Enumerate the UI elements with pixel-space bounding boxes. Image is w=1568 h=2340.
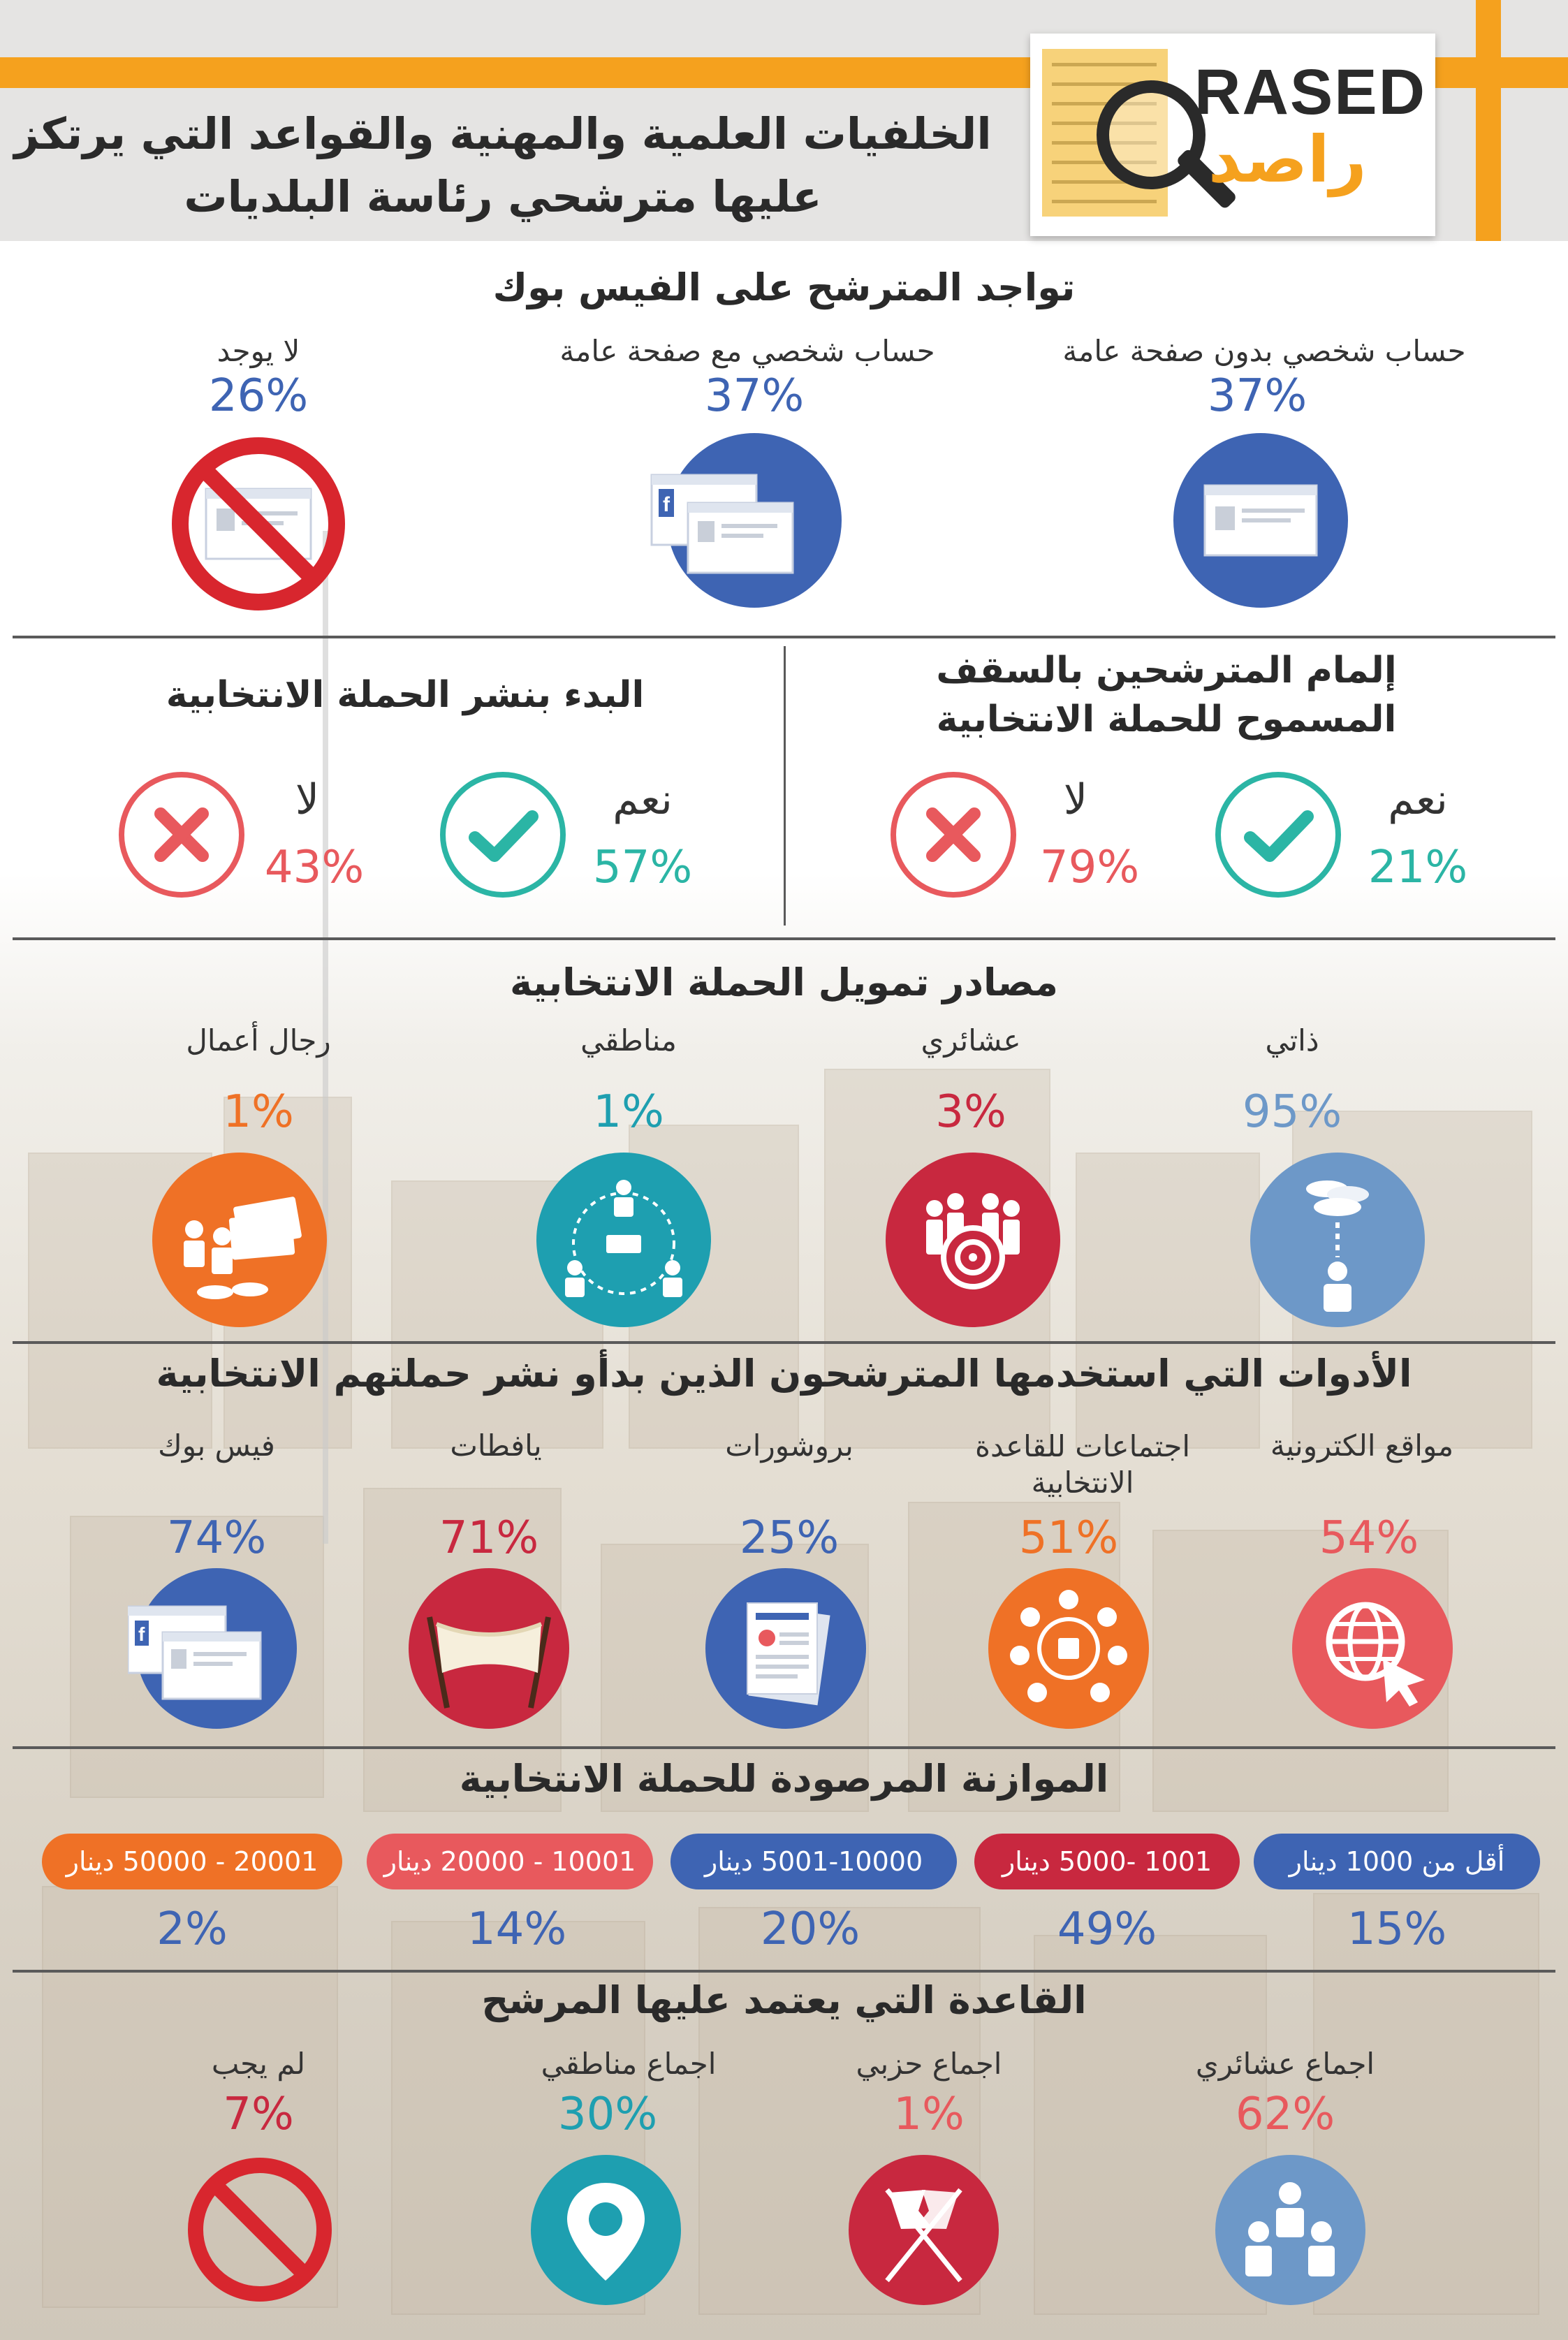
ceiling-no-pct: 79% [1039, 842, 1140, 893]
divider-2 [13, 937, 1555, 940]
tools-label-3: بروشورات [725, 1428, 853, 1463]
facebook-label-3: لا يوجد [217, 334, 300, 368]
svg-text:f: f [663, 493, 670, 516]
funding-label-4: رجال أعمال [186, 1023, 331, 1058]
group-target-icon [886, 1153, 1060, 1327]
crossed-flags-icon [849, 2155, 999, 2305]
location-pin-icon [531, 2155, 681, 2305]
logo-text-ar: راصد [1208, 122, 1367, 197]
ceiling-no-label: لا [1063, 775, 1088, 824]
ceiling-yes-pct: 21% [1368, 842, 1468, 893]
base-pct-1: 62% [1235, 2089, 1335, 2140]
base-label-1: اجماع عشائري [1195, 2047, 1375, 2081]
prohibited-profile-icon [168, 433, 349, 615]
budget-pct-2: 49% [1057, 1903, 1157, 1955]
tools-label-2: اجتماعات للقاعدة الانتخابية [975, 1429, 1190, 1500]
campaign-no-x-icon [119, 772, 244, 898]
facebook-section-title: تواجد المترشح على الفيس بوك [492, 265, 1076, 309]
budget-pill-2: 1001 -5000 دينار [974, 1834, 1240, 1889]
ceiling-yes-label: نعم [1388, 775, 1448, 824]
facebook-label-2: حساب شخصي مع صفحة عامة [559, 334, 935, 368]
funding-pct-3: 1% [593, 1086, 664, 1138]
brochures-icon [705, 1568, 866, 1729]
tools-pct-4: 71% [439, 1512, 539, 1564]
tools-pct-3: 25% [739, 1512, 840, 1564]
vertical-divider [784, 646, 786, 926]
budget-pct-4: 14% [467, 1903, 567, 1955]
header-orange-vertical [1476, 0, 1501, 241]
funding-label-3: مناطقي [580, 1023, 677, 1058]
funding-label-1: ذاتي [1265, 1023, 1319, 1058]
base-label-2: اجماع حزبي [856, 2047, 1002, 2081]
facebook-pct-3: 26% [208, 370, 309, 422]
divider-3 [13, 1341, 1555, 1344]
budget-pill-3: 5001-10000 دينار [671, 1834, 957, 1889]
meeting-table-icon [988, 1568, 1149, 1729]
ceiling-yes-check-icon [1215, 772, 1341, 898]
base-pct-2: 1% [893, 2089, 965, 2140]
funding-pct-4: 1% [223, 1086, 294, 1138]
funding-pct-1: 95% [1242, 1086, 1342, 1138]
page-title-line2: عليها مترشحي رئاسة البلديات [184, 171, 822, 222]
budget-pct-1: 15% [1347, 1903, 1447, 1955]
base-section-title: القاعدة التي يعتمد عليها المرشح [481, 1978, 1087, 2022]
logo-text-en: RASED [1194, 57, 1427, 128]
facebook-pct-2: 37% [704, 370, 805, 422]
base-label-3: اجماع مناطقي [541, 2047, 717, 2081]
campaign-yes-pct: 57% [592, 842, 693, 893]
globe-cursor-icon [1292, 1568, 1453, 1729]
base-pct-4: 7% [223, 2089, 294, 2140]
facebook-pages-tool-icon [136, 1568, 297, 1729]
businessmen-money-icon [152, 1153, 327, 1327]
base-label-4: لم يجب [211, 2047, 306, 2081]
facebook-pct-1: 37% [1207, 370, 1307, 422]
tools-pct-2: 51% [1018, 1512, 1119, 1564]
prohibited-icon [185, 2155, 335, 2305]
profile-window-icon [1173, 433, 1348, 608]
ceiling-title-line2: المسموح للحملة الانتخابية [936, 699, 1397, 740]
funding-section-title: مصادر تمويل الحملة الانتخابية [510, 960, 1058, 1004]
banner-icon [409, 1568, 569, 1729]
network-money-icon [536, 1153, 711, 1327]
tools-pct-1: 54% [1319, 1512, 1419, 1564]
facebook-pages-icon [663, 433, 842, 608]
base-pct-3: 30% [557, 2089, 658, 2140]
campaign-yes-label: نعم [613, 775, 673, 824]
budget-pill-1: أقل من 1000 دينار [1254, 1834, 1540, 1889]
people-group-icon [1215, 2155, 1365, 2305]
budget-pill-4: 10001 - 20000 دينار [367, 1834, 653, 1889]
budget-section-title: الموازنة المرصودة للحملة الانتخابية [459, 1757, 1109, 1801]
budget-pill-5: 20001 - 50000 دينار [42, 1834, 342, 1889]
divider-1 [13, 636, 1555, 638]
ceiling-title-line1: إلمام المترشحين بالسقف [936, 650, 1397, 692]
coins-person-icon [1250, 1153, 1425, 1327]
budget-pct-5: 2% [156, 1903, 228, 1955]
tools-label-1: مواقع الكترونية [1270, 1428, 1454, 1463]
campaign-no-pct: 43% [264, 842, 365, 893]
tools-label-4: يافطات [450, 1428, 542, 1463]
campaign-start-title: البدء بنشر الحملة الانتخابية [166, 674, 645, 716]
budget-pct-3: 20% [760, 1903, 860, 1955]
funding-pct-2: 3% [935, 1086, 1006, 1138]
divider-5 [13, 1970, 1555, 1973]
tools-section-title: الأدوات التي استخدمها المترشحون الذين بدأو نشر حملتهم الانتخابية [156, 1352, 1412, 1396]
campaign-yes-check-icon [440, 772, 566, 898]
svg-text:f: f [138, 1623, 145, 1645]
divider-4 [13, 1746, 1555, 1749]
tools-pct-5: 74% [166, 1512, 267, 1564]
campaign-no-label: لا [295, 775, 320, 824]
ceiling-no-x-icon [891, 772, 1016, 898]
facebook-label-1: حساب شخصي بدون صفحة عامة [1062, 334, 1466, 368]
funding-label-2: عشائري [921, 1023, 1021, 1058]
page-title-line1: الخلفيات العلمية والمهنية والقواعد التي يرتكز [14, 108, 992, 159]
tools-label-5: فيس بوك [158, 1428, 275, 1463]
